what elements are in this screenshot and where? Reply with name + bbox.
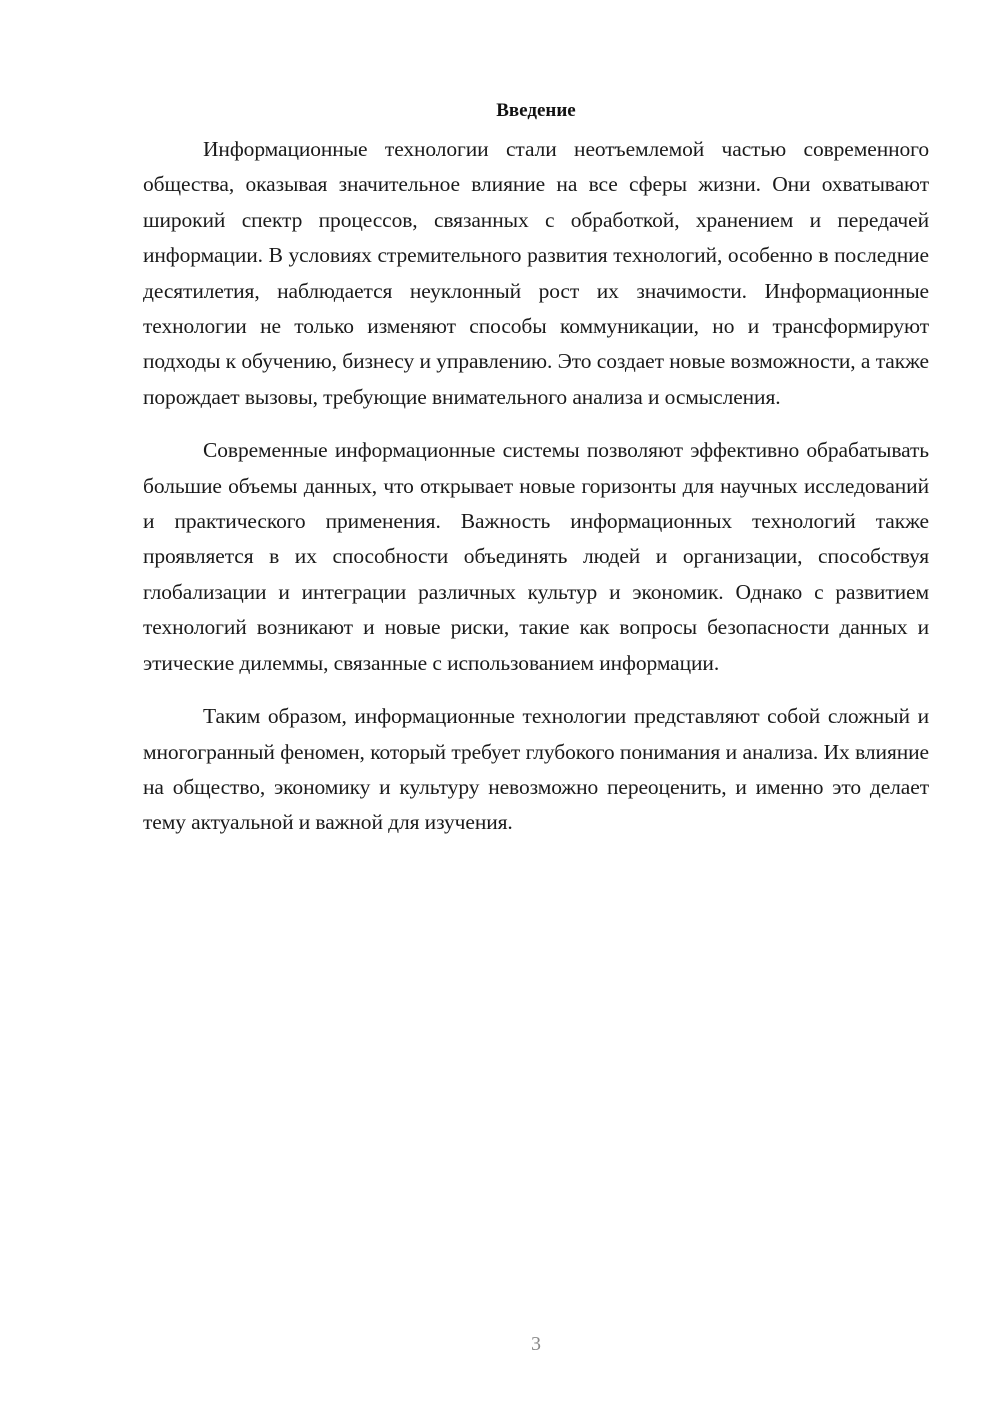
section-heading: Введение (496, 100, 576, 121)
paragraph-2: Современные информационные системы позволяют эффективно обрабатывать большие объемы данных, что открывает новые горизонты для научных исследований и практического применения. Важность информационных технологий также проявляется в их способности объединять людей и организации, способствуя глобализации и интеграции различных культур и экономик. Однако с развитием технологий возникают и новые риски, такие как вопросы безопасности данных и этические дилеммы, связанные с использованием информации. (143, 438, 929, 675)
page-number: 3 (531, 1333, 541, 1355)
paragraph-1: Информационные технологии стали неотъемлемой частью современного общества, оказывая значительное влияние на все сферы жизни. Они охватывают широкий спектр процессов, связанных с обработкой, хранением и передачей информации. В условиях стремительного развития технологий, особенно в последние десятилетия, наблюдается неуклонный рост их значимости. Информационные технологии не только изменяют способы коммуникации, но и трансформируют подходы к обучению, бизнесу и управлению. Это создает новые возможности, а также порождает вызовы, требующие внимательного анализа и осмысления. (143, 137, 929, 409)
paragraph-3: Таким образом, информационные технологии представляют собой сложный и многогранный феномен, который требует глубокого понимания и анализа. Их влияние на общество, экономику и культуру невозможно переоценить, и именно это делает тему актуальной и важной для изучения. (143, 704, 929, 835)
page-content (143, 96, 929, 859)
